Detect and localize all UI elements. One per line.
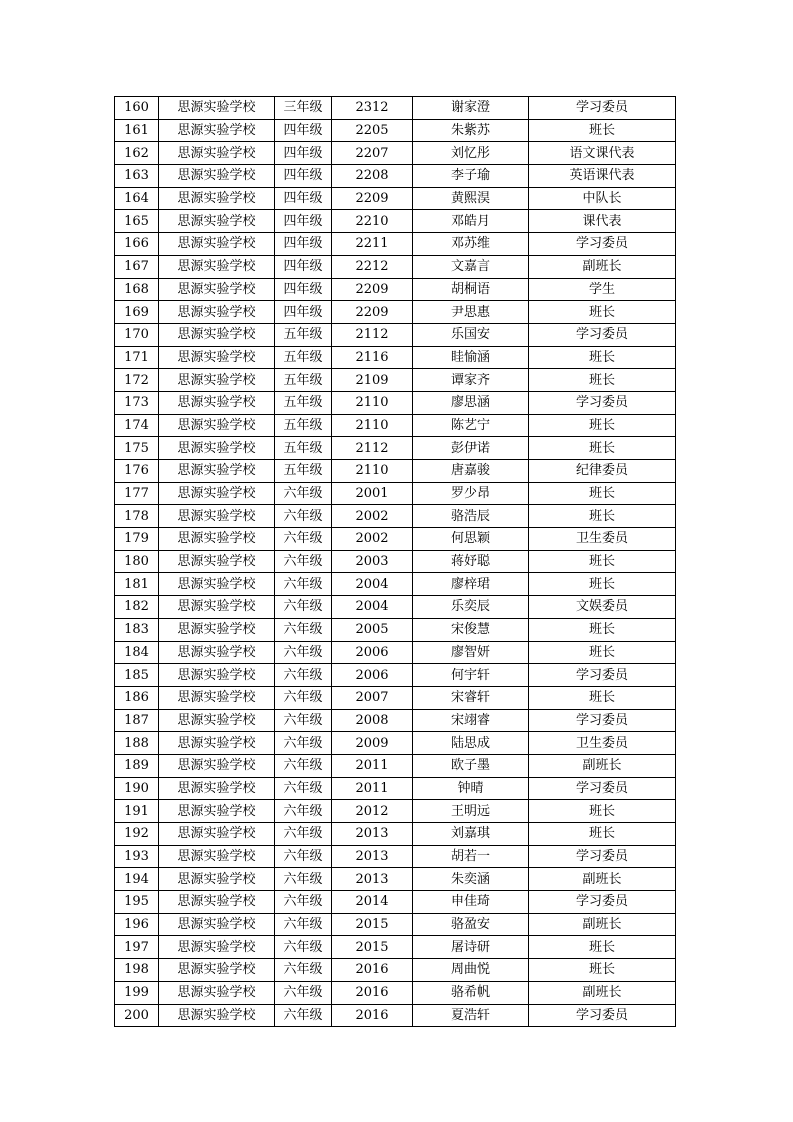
grade-cell: 五年级 — [275, 369, 332, 392]
table-row — [115, 119, 676, 142]
table-row — [115, 959, 676, 982]
grade-cell: 五年级 — [275, 437, 332, 460]
school-cell: 思源实验学校 — [159, 641, 275, 664]
role-cell: 班长 — [529, 618, 676, 641]
table-row — [115, 414, 676, 437]
role-cell: 学习委员 — [529, 777, 676, 800]
grade-cell: 四年级 — [275, 187, 332, 210]
role-cell: 副班长 — [529, 255, 676, 278]
grade-cell: 六年级 — [275, 800, 332, 823]
role-cell: 副班长 — [529, 754, 676, 777]
table-row — [115, 528, 676, 551]
table-row — [115, 505, 676, 528]
row-number-cell: 181 — [115, 573, 159, 596]
student-roster-table — [114, 96, 676, 1027]
school-cell: 思源实验学校 — [159, 823, 275, 846]
class-cell: 2008 — [332, 709, 413, 732]
school-cell: 思源实验学校 — [159, 119, 275, 142]
grade-cell: 六年级 — [275, 777, 332, 800]
role-cell: 副班长 — [529, 981, 676, 1004]
school-cell: 思源实验学校 — [159, 301, 275, 324]
row-number-cell: 185 — [115, 664, 159, 687]
table-row — [115, 142, 676, 165]
row-number-cell: 160 — [115, 97, 159, 120]
table-row — [115, 573, 676, 596]
table-row — [115, 800, 676, 823]
student-name-cell: 廖梓珺 — [413, 573, 529, 596]
table-row — [115, 255, 676, 278]
grade-cell: 六年级 — [275, 845, 332, 868]
class-cell: 2013 — [332, 868, 413, 891]
school-cell: 思源实验学校 — [159, 664, 275, 687]
student-name-cell: 廖智妍 — [413, 641, 529, 664]
student-name-cell: 骆盈安 — [413, 913, 529, 936]
student-name-cell: 欧子墨 — [413, 754, 529, 777]
grade-cell: 六年级 — [275, 664, 332, 687]
class-cell: 2205 — [332, 119, 413, 142]
student-name-cell: 彭伊诺 — [413, 437, 529, 460]
class-cell: 2116 — [332, 346, 413, 369]
row-number-cell: 173 — [115, 391, 159, 414]
class-cell: 2209 — [332, 187, 413, 210]
school-cell: 思源实验学校 — [159, 709, 275, 732]
student-name-cell: 何思颖 — [413, 528, 529, 551]
role-cell: 班长 — [529, 959, 676, 982]
table-row — [115, 165, 676, 188]
role-cell: 纪律委员 — [529, 460, 676, 483]
class-cell: 2112 — [332, 323, 413, 346]
class-cell: 2003 — [332, 550, 413, 573]
role-cell: 班长 — [529, 641, 676, 664]
school-cell: 思源实验学校 — [159, 891, 275, 914]
school-cell: 思源实验学校 — [159, 142, 275, 165]
grade-cell: 六年级 — [275, 913, 332, 936]
class-cell: 2011 — [332, 754, 413, 777]
student-name-cell: 屠诗研 — [413, 936, 529, 959]
row-number-cell: 195 — [115, 891, 159, 914]
table-row — [115, 732, 676, 755]
table-row — [115, 845, 676, 868]
table-row — [115, 823, 676, 846]
row-number-cell: 186 — [115, 686, 159, 709]
row-number-cell: 191 — [115, 800, 159, 823]
row-number-cell: 165 — [115, 210, 159, 233]
grade-cell: 五年级 — [275, 460, 332, 483]
grade-cell: 六年级 — [275, 528, 332, 551]
grade-cell: 六年级 — [275, 1004, 332, 1027]
grade-cell: 四年级 — [275, 210, 332, 233]
grade-cell: 五年级 — [275, 346, 332, 369]
role-cell: 班长 — [529, 550, 676, 573]
row-number-cell: 188 — [115, 732, 159, 755]
row-number-cell: 167 — [115, 255, 159, 278]
school-cell: 思源实验学校 — [159, 278, 275, 301]
school-cell: 思源实验学校 — [159, 369, 275, 392]
class-cell: 2005 — [332, 618, 413, 641]
student-name-cell: 眭愉涵 — [413, 346, 529, 369]
grade-cell: 三年级 — [275, 97, 332, 120]
grade-cell: 四年级 — [275, 142, 332, 165]
school-cell: 思源实验学校 — [159, 800, 275, 823]
grade-cell: 六年级 — [275, 482, 332, 505]
table-row — [115, 777, 676, 800]
row-number-cell: 166 — [115, 233, 159, 256]
student-name-cell: 谢家澄 — [413, 97, 529, 120]
grade-cell: 五年级 — [275, 414, 332, 437]
student-name-cell: 陈艺宁 — [413, 414, 529, 437]
role-cell: 学生 — [529, 278, 676, 301]
school-cell: 思源实验学校 — [159, 255, 275, 278]
grade-cell: 四年级 — [275, 255, 332, 278]
row-number-cell: 194 — [115, 868, 159, 891]
role-cell: 学习委员 — [529, 664, 676, 687]
row-number-cell: 197 — [115, 936, 159, 959]
role-cell: 英语课代表 — [529, 165, 676, 188]
role-cell: 班长 — [529, 823, 676, 846]
table-row — [115, 278, 676, 301]
role-cell: 学习委员 — [529, 845, 676, 868]
school-cell: 思源实验学校 — [159, 573, 275, 596]
class-cell: 2211 — [332, 233, 413, 256]
table-row — [115, 1004, 676, 1027]
school-cell: 思源实验学校 — [159, 233, 275, 256]
class-cell: 2001 — [332, 482, 413, 505]
class-cell: 2016 — [332, 1004, 413, 1027]
table-row — [115, 233, 676, 256]
student-name-cell: 乐国安 — [413, 323, 529, 346]
role-cell: 学习委员 — [529, 323, 676, 346]
school-cell: 思源实验学校 — [159, 777, 275, 800]
role-cell: 学习委员 — [529, 233, 676, 256]
student-name-cell: 陆思成 — [413, 732, 529, 755]
student-name-cell: 廖思涵 — [413, 391, 529, 414]
class-cell: 2015 — [332, 913, 413, 936]
school-cell: 思源实验学校 — [159, 981, 275, 1004]
table-row — [115, 187, 676, 210]
table-row — [115, 664, 676, 687]
student-name-cell: 罗少昂 — [413, 482, 529, 505]
student-name-cell: 胡若一 — [413, 845, 529, 868]
school-cell: 思源实验学校 — [159, 732, 275, 755]
class-cell: 2207 — [332, 142, 413, 165]
role-cell: 班长 — [529, 119, 676, 142]
row-number-cell: 189 — [115, 754, 159, 777]
role-cell: 学习委员 — [529, 891, 676, 914]
student-name-cell: 邓皓月 — [413, 210, 529, 233]
class-cell: 2007 — [332, 686, 413, 709]
class-cell: 2014 — [332, 891, 413, 914]
role-cell: 学习委员 — [529, 709, 676, 732]
student-name-cell: 夏浩轩 — [413, 1004, 529, 1027]
school-cell: 思源实验学校 — [159, 391, 275, 414]
student-name-cell: 胡桐语 — [413, 278, 529, 301]
row-number-cell: 171 — [115, 346, 159, 369]
school-cell: 思源实验学校 — [159, 346, 275, 369]
class-cell: 2016 — [332, 959, 413, 982]
student-name-cell: 朱紫苏 — [413, 119, 529, 142]
roster-table-body — [115, 97, 676, 1027]
role-cell: 班长 — [529, 346, 676, 369]
table-row — [115, 391, 676, 414]
school-cell: 思源实验学校 — [159, 1004, 275, 1027]
role-cell: 学习委员 — [529, 97, 676, 120]
table-row — [115, 596, 676, 619]
student-name-cell: 唐嘉骏 — [413, 460, 529, 483]
role-cell: 班长 — [529, 301, 676, 324]
student-name-cell: 钟晴 — [413, 777, 529, 800]
role-cell: 副班长 — [529, 913, 676, 936]
role-cell: 班长 — [529, 369, 676, 392]
class-cell: 2208 — [332, 165, 413, 188]
grade-cell: 六年级 — [275, 505, 332, 528]
row-number-cell: 163 — [115, 165, 159, 188]
school-cell: 思源实验学校 — [159, 868, 275, 891]
grade-cell: 四年级 — [275, 165, 332, 188]
school-cell: 思源实验学校 — [159, 686, 275, 709]
row-number-cell: 176 — [115, 460, 159, 483]
table-row — [115, 369, 676, 392]
student-name-cell: 周曲悦 — [413, 959, 529, 982]
row-number-cell: 193 — [115, 845, 159, 868]
grade-cell: 六年级 — [275, 981, 332, 1004]
table-row — [115, 913, 676, 936]
grade-cell: 六年级 — [275, 868, 332, 891]
row-number-cell: 175 — [115, 437, 159, 460]
class-cell: 2009 — [332, 732, 413, 755]
class-cell: 2012 — [332, 800, 413, 823]
row-number-cell: 179 — [115, 528, 159, 551]
grade-cell: 四年级 — [275, 301, 332, 324]
row-number-cell: 184 — [115, 641, 159, 664]
grade-cell: 四年级 — [275, 233, 332, 256]
table-row — [115, 97, 676, 120]
class-cell: 2110 — [332, 414, 413, 437]
class-cell: 2002 — [332, 528, 413, 551]
row-number-cell: 164 — [115, 187, 159, 210]
row-number-cell: 178 — [115, 505, 159, 528]
row-number-cell: 192 — [115, 823, 159, 846]
table-row — [115, 686, 676, 709]
table-row — [115, 346, 676, 369]
role-cell: 卫生委员 — [529, 732, 676, 755]
class-cell: 2212 — [332, 255, 413, 278]
school-cell: 思源实验学校 — [159, 187, 275, 210]
student-name-cell: 文嘉言 — [413, 255, 529, 278]
class-cell: 2011 — [332, 777, 413, 800]
class-cell: 2210 — [332, 210, 413, 233]
table-row — [115, 618, 676, 641]
class-cell: 2013 — [332, 845, 413, 868]
row-number-cell: 172 — [115, 369, 159, 392]
student-name-cell: 刘忆彤 — [413, 142, 529, 165]
class-cell: 2112 — [332, 437, 413, 460]
student-name-cell: 宋翊睿 — [413, 709, 529, 732]
row-number-cell: 161 — [115, 119, 159, 142]
class-cell: 2006 — [332, 664, 413, 687]
role-cell: 副班长 — [529, 868, 676, 891]
class-cell: 2312 — [332, 97, 413, 120]
grade-cell: 六年级 — [275, 686, 332, 709]
row-number-cell: 174 — [115, 414, 159, 437]
grade-cell: 六年级 — [275, 891, 332, 914]
student-name-cell: 朱奕涵 — [413, 868, 529, 891]
role-cell: 班长 — [529, 936, 676, 959]
row-number-cell: 187 — [115, 709, 159, 732]
role-cell: 班长 — [529, 437, 676, 460]
grade-cell: 六年级 — [275, 823, 332, 846]
table-row — [115, 981, 676, 1004]
grade-cell: 六年级 — [275, 936, 332, 959]
student-name-cell: 骆希帆 — [413, 981, 529, 1004]
school-cell: 思源实验学校 — [159, 618, 275, 641]
row-number-cell: 169 — [115, 301, 159, 324]
school-cell: 思源实验学校 — [159, 437, 275, 460]
school-cell: 思源实验学校 — [159, 323, 275, 346]
school-cell: 思源实验学校 — [159, 913, 275, 936]
school-cell: 思源实验学校 — [159, 97, 275, 120]
row-number-cell: 199 — [115, 981, 159, 1004]
class-cell: 2110 — [332, 460, 413, 483]
grade-cell: 六年级 — [275, 754, 332, 777]
role-cell: 课代表 — [529, 210, 676, 233]
grade-cell: 六年级 — [275, 618, 332, 641]
row-number-cell: 198 — [115, 959, 159, 982]
role-cell: 班长 — [529, 573, 676, 596]
role-cell: 学习委员 — [529, 1004, 676, 1027]
grade-cell: 六年级 — [275, 732, 332, 755]
table-row — [115, 482, 676, 505]
student-name-cell: 黄熙淏 — [413, 187, 529, 210]
table-row — [115, 754, 676, 777]
grade-cell: 六年级 — [275, 709, 332, 732]
student-name-cell: 宋睿轩 — [413, 686, 529, 709]
role-cell: 班长 — [529, 505, 676, 528]
student-name-cell: 何宇轩 — [413, 664, 529, 687]
student-name-cell: 申佳琦 — [413, 891, 529, 914]
school-cell: 思源实验学校 — [159, 845, 275, 868]
school-cell: 思源实验学校 — [159, 505, 275, 528]
school-cell: 思源实验学校 — [159, 550, 275, 573]
table-row — [115, 301, 676, 324]
school-cell: 思源实验学校 — [159, 460, 275, 483]
row-number-cell: 183 — [115, 618, 159, 641]
role-cell: 班长 — [529, 686, 676, 709]
role-cell: 班长 — [529, 800, 676, 823]
role-cell: 文娱委员 — [529, 596, 676, 619]
school-cell: 思源实验学校 — [159, 754, 275, 777]
school-cell: 思源实验学校 — [159, 528, 275, 551]
class-cell: 2109 — [332, 369, 413, 392]
row-number-cell: 177 — [115, 482, 159, 505]
school-cell: 思源实验学校 — [159, 936, 275, 959]
row-number-cell: 170 — [115, 323, 159, 346]
class-cell: 2209 — [332, 301, 413, 324]
role-cell: 中队长 — [529, 187, 676, 210]
school-cell: 思源实验学校 — [159, 482, 275, 505]
student-name-cell: 邓苏维 — [413, 233, 529, 256]
table-row — [115, 550, 676, 573]
row-number-cell: 168 — [115, 278, 159, 301]
student-name-cell: 宋俊慧 — [413, 618, 529, 641]
table-row — [115, 868, 676, 891]
row-number-cell: 200 — [115, 1004, 159, 1027]
class-cell: 2004 — [332, 573, 413, 596]
grade-cell: 六年级 — [275, 959, 332, 982]
class-cell: 2209 — [332, 278, 413, 301]
grade-cell: 六年级 — [275, 573, 332, 596]
table-row — [115, 709, 676, 732]
student-name-cell: 蒋妤聪 — [413, 550, 529, 573]
grade-cell: 四年级 — [275, 278, 332, 301]
table-row — [115, 210, 676, 233]
table-row — [115, 936, 676, 959]
table-row — [115, 641, 676, 664]
grade-cell: 六年级 — [275, 641, 332, 664]
class-cell: 2015 — [332, 936, 413, 959]
class-cell: 2006 — [332, 641, 413, 664]
class-cell: 2004 — [332, 596, 413, 619]
row-number-cell: 196 — [115, 913, 159, 936]
row-number-cell: 190 — [115, 777, 159, 800]
grade-cell: 五年级 — [275, 323, 332, 346]
student-name-cell: 谭家齐 — [413, 369, 529, 392]
school-cell: 思源实验学校 — [159, 596, 275, 619]
school-cell: 思源实验学校 — [159, 210, 275, 233]
grade-cell: 四年级 — [275, 119, 332, 142]
row-number-cell: 182 — [115, 596, 159, 619]
grade-cell: 六年级 — [275, 550, 332, 573]
school-cell: 思源实验学校 — [159, 165, 275, 188]
role-cell: 卫生委员 — [529, 528, 676, 551]
table-row — [115, 891, 676, 914]
student-name-cell: 乐奕辰 — [413, 596, 529, 619]
table-row — [115, 437, 676, 460]
class-cell: 2013 — [332, 823, 413, 846]
role-cell: 班长 — [529, 414, 676, 437]
class-cell: 2002 — [332, 505, 413, 528]
grade-cell: 六年级 — [275, 596, 332, 619]
role-cell: 语文课代表 — [529, 142, 676, 165]
student-name-cell: 骆浩辰 — [413, 505, 529, 528]
row-number-cell: 162 — [115, 142, 159, 165]
class-cell: 2110 — [332, 391, 413, 414]
table-row — [115, 323, 676, 346]
student-name-cell: 尹思惠 — [413, 301, 529, 324]
school-cell: 思源实验学校 — [159, 959, 275, 982]
table-row — [115, 460, 676, 483]
school-cell: 思源实验学校 — [159, 414, 275, 437]
role-cell: 班长 — [529, 482, 676, 505]
role-cell: 学习委员 — [529, 391, 676, 414]
student-name-cell: 李子瑜 — [413, 165, 529, 188]
student-name-cell: 刘嘉琪 — [413, 823, 529, 846]
grade-cell: 五年级 — [275, 391, 332, 414]
class-cell: 2016 — [332, 981, 413, 1004]
student-name-cell: 王明远 — [413, 800, 529, 823]
row-number-cell: 180 — [115, 550, 159, 573]
